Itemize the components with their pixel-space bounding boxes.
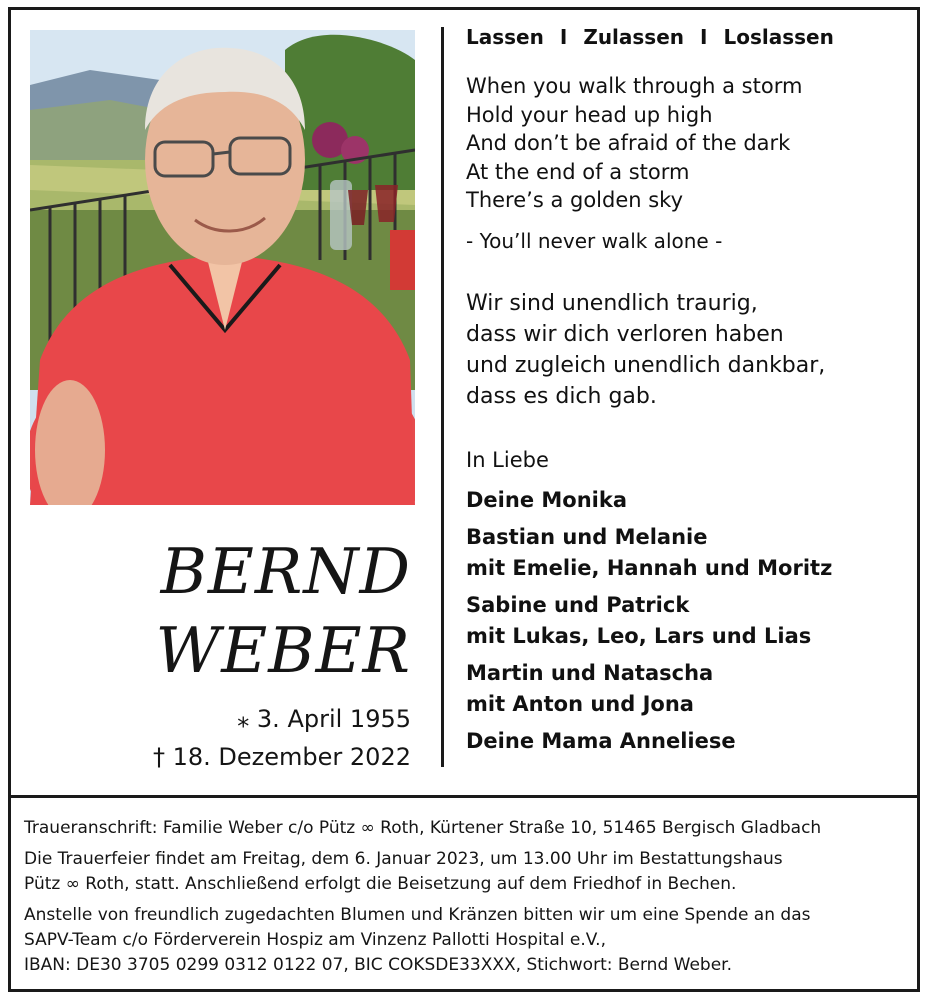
footer-divider: [11, 795, 917, 798]
motto-separator: I: [559, 25, 568, 49]
donation-line: Anstelle von freundlich zugedachten Blumen und Kränzen bitten wir um eine Spende an das: [24, 905, 811, 925]
family-group: [466, 590, 906, 652]
poem: [466, 72, 906, 215]
family-line: Deine Mama Anneliese: [466, 728, 736, 753]
family-line: mit Emelie, Hannah und Moritz: [466, 555, 833, 580]
family-line: Deine Monika: [466, 487, 627, 512]
motto-separator: I: [700, 25, 708, 49]
message-line: dass es dich gab.: [466, 383, 657, 409]
family-list: [466, 485, 906, 757]
deceased-first-name: BERND: [160, 535, 411, 608]
poem-line: When you walk through a storm: [466, 74, 803, 98]
footer-info: [24, 816, 914, 984]
message-line: und zugleich unendlich dankbar,: [466, 352, 826, 378]
deceased-last-name: WEBER: [155, 614, 411, 687]
service-line: Die Trauerfeier findet am Freitag, dem 6. Januar 2023, um 13.00 Uhr im Bestattungshaus: [24, 849, 783, 869]
mourning-address: [24, 816, 914, 841]
family-group: [466, 726, 906, 757]
poem-source: - You’ll never walk alone -: [466, 228, 723, 253]
in-love-label: In Liebe: [466, 447, 549, 472]
family-line: mit Anton und Jona: [466, 691, 694, 716]
message-line: dass wir dich verloren haben: [466, 321, 784, 347]
poem-line: At the end of a storm: [466, 159, 690, 184]
death-date: † 18. Dezember 2022: [153, 743, 411, 771]
motto-word: Zulassen: [583, 25, 685, 49]
motto-word: Loslassen: [723, 25, 834, 49]
family-group: [466, 658, 906, 720]
mourning-message: [466, 288, 906, 412]
poem-line: Hold your head up high: [466, 102, 713, 127]
message-line: Wir sind unendlich traurig,: [466, 290, 758, 316]
motto-word: Lassen: [466, 25, 544, 49]
obituary-notice: [8, 7, 920, 992]
poem-line: And don’t be afraid of the dark: [466, 131, 791, 155]
address-line: Traueranschrift: Familie Weber c/o Pütz ∞ Roth, Kürtener Straße 10, 51465 Bergisch Gladbach: [24, 818, 822, 838]
family-line: Martin und Natascha: [466, 660, 714, 685]
donation-info: [24, 903, 914, 978]
birth-date: ⁎ 3. April 1955: [237, 705, 411, 733]
portrait-photo: [30, 30, 415, 505]
service-info: [24, 847, 914, 897]
family-line: mit Lukas, Leo, Lars und Lias: [466, 623, 812, 648]
right-column: [466, 22, 906, 763]
service-line: Pütz ∞ Roth, statt. Anschließend erfolgt die Beisetzung auf dem Friedhof in Bechen.: [24, 874, 737, 894]
donation-line: SAPV-Team c/o Förderverein Hospiz am Vinzenz Pallotti Hospital e.V.,: [24, 930, 606, 950]
family-group: [466, 485, 906, 516]
family-group: [466, 522, 906, 584]
family-line: Sabine und Patrick: [466, 592, 690, 617]
family-line: Bastian und Melanie: [466, 524, 708, 549]
poem-line: There’s a golden sky: [466, 188, 684, 212]
column-divider: [441, 27, 444, 767]
motto-line: [466, 22, 906, 52]
donation-line: IBAN: DE30 3705 0299 0312 0122 07, BIC COKSDE33XXX, Stichwort: Bernd Weber.: [24, 955, 733, 975]
